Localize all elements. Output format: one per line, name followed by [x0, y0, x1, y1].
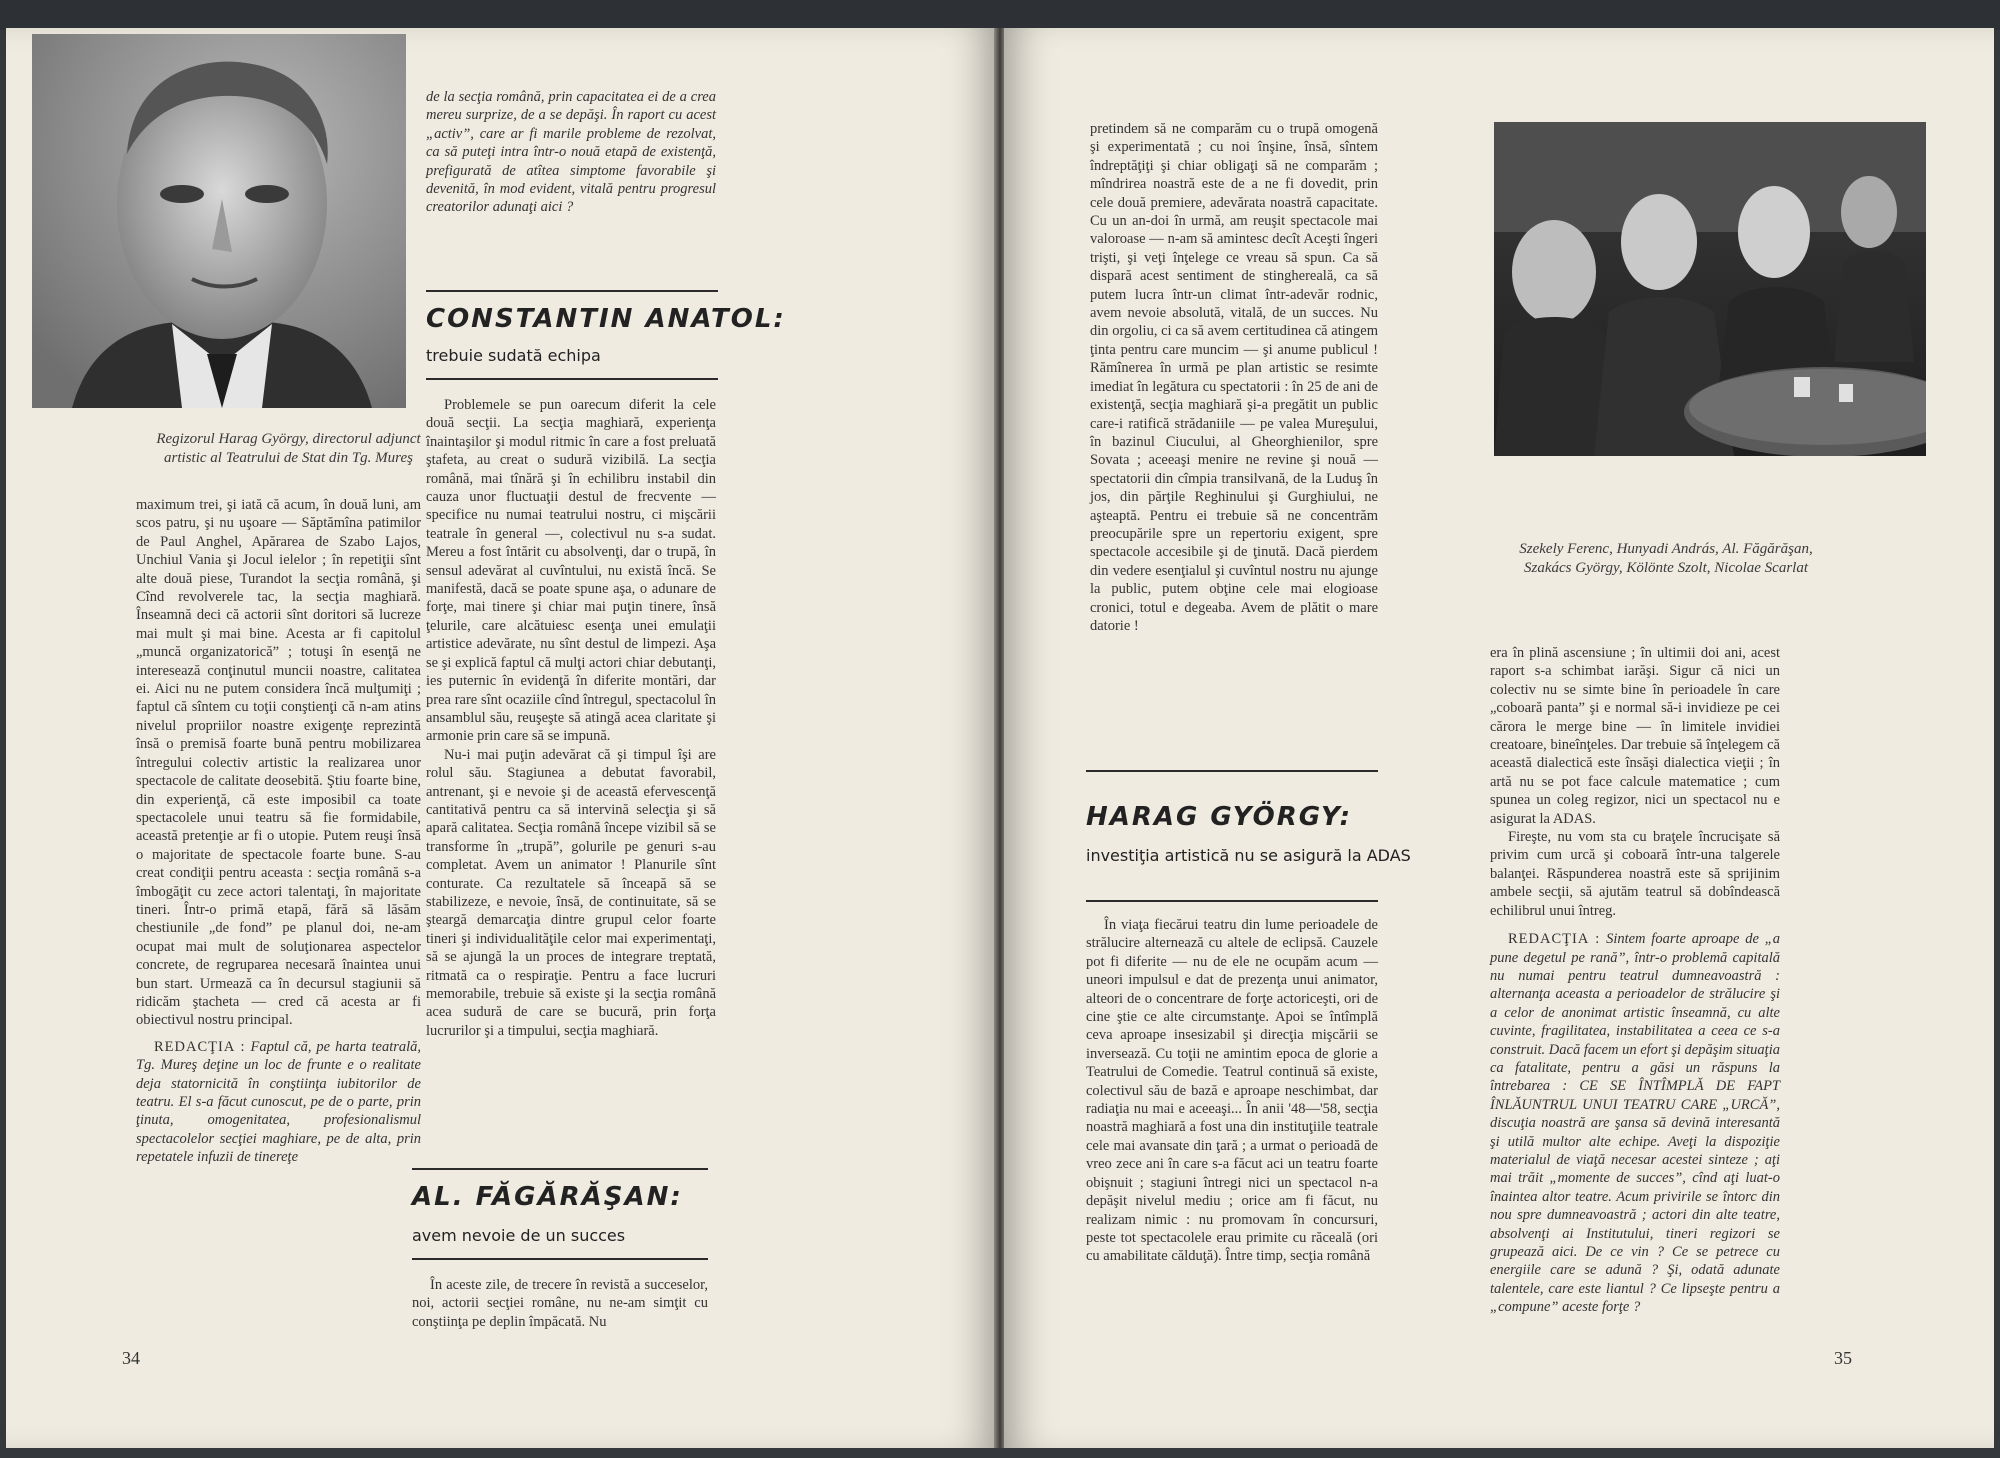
redactia-question: Faptul că, pe harta teatrală, Tg. Mureş deţine un loc de frunte e o realitate deja statornicită în conştiinţa iubitorilor de teatru. El s-a făcut cunoscut, pe de o parte, prin ţinuta, omogenitatea, profesionalismul spectacolelor secţiei maghiare, pe de alta, prin repetatele infuzii de tinereţe	[136, 1038, 422, 1166]
rule-section3-top	[1086, 770, 1378, 772]
rule-section3-bottom	[1086, 900, 1378, 902]
section3-paragraph: În viaţa fiecărui teatru din lume perioadele de strălucire alternează cu altele de eclipsă. Cauzele pot fi diferite — nu de ele ne ocupăm acum — uneori impulsul e dat de prezenţa unui animator, alteori de o concentrare de forţe actoriceşti, ori de cine ştie ce alte circumstanţe. Apoi se întîmplă ceva aproape insesizabil şi direcţia mişcării se inversează. Cu toţii ne amintim epoca de glorie a Teatrului de Comedie. Teatrul continuă să existe, colectivul său de bază e aproape neschimbat, dar radiaţia nu mai e aceeaşi... În anii '48—'58, secţia noastră maghiară a fost una din instituţiile teatrale cele mai avansate din ţară ; a urmat o perioadă de vreo zece ani în care s-a făcut aci un teatru foarte obişnuit ; stagiuni întregi nici un spectacol n-a depăşit nivelul mediu ; orice am fi făcut, nu realizam nimic : nu promovam în concursuri, peste tot spectacolele erau primite cu răceală (ori cu amabilitate călduţă). Între timp, secţia română	[1086, 917, 1378, 1265]
section3-name: HARAG GYÖRGY:	[1086, 802, 1352, 832]
section1-name: CONSTANTIN ANATOL:	[426, 304, 786, 334]
rule-section2-top	[412, 1168, 708, 1170]
section1-body	[426, 396, 716, 1040]
portrait-photo	[32, 34, 406, 408]
page-number-left: 34	[122, 1348, 140, 1368]
right-page	[1004, 28, 1994, 1448]
page-number-right: 35	[1834, 1348, 1852, 1368]
section2-subtitle: avem nevoie de un succes	[412, 1226, 626, 1245]
redactia-label: REDACŢIA :	[154, 1038, 246, 1055]
section3-body	[1086, 916, 1378, 1266]
left-page	[6, 28, 996, 1448]
left-col1-text: maximum trei, şi iată că acum, în două luni, am scos patru, şi nu uşoare — Săptămîna patimilor de Paul Anghel, Apărarea de Szabo Lajos, Unchiul Vania şi Jocul ielelor ; în repetiţii sînt alte două piese, Turandot la secţia română, şi Cînd revolverele tac, la secţia maghiară. Înseamnă deci că actorii sînt doritori să lucreze mai mult şi mai bine. Acesta ar fi capitolul „muncă organizatorică” ; totuşi în esenţă ne interesează conţinutul muncii noastre, calitatea ei. Aici nu ne putem considera încă mulţumiţi ; faptul că sîntem cu toţii conştienţi că n-am atins nivelul propriilor noastre exigenţe reprezintă însă o premisă foarte bună pentru mobilizarea întregului colectiv artistic la realizarea unor spectacole de calitate deosebită. Ştiu foarte bine, din experienţă, că este imposibil ca toate spectacolele unui teatru să fie formidabile, această pretenţie ar fi o utopie. Putem reuşi însă o majoritate de spectacole foarte bune. S-au creat condiţii pentru aceasta : secţia română s-a îmbogăţit cu zece actori talentaţi, în majoritate tineri. Într-o primă etapă, fără să lăsăm chestiunile „de fond” pe planul doi, ne-am ocupat mai mult de soluţionarea aspectelor concrete, de regruparea necesară înaintea unui bun start. Urmează ca în decursul stagiunii să ridicăm ştacheta — cred că acesta ar fi obiectivul nostru principal.	[136, 497, 421, 1029]
right-col2-redactia	[1490, 930, 1780, 1317]
right-column-2	[1490, 644, 1780, 1317]
right-col1-text: pretindem să ne comparăm cu o trupă omogenă şi experimentată ; cu noi înşine, însă, sîntem îndreptăţiţi şi chiar obligaţi să ne comparăm ; mîndrirea noastră este de a ne fi dovedit, prin cele două premiere, adevărata noastră capacitate. Cu un an-doi în urmă, am reuşit spectacole mai valoroase — n-am să amintesc decît Aceşti îngeri trişti, şi veţi înţelege ce vreau să spun. Ca să dispară acest sentiment de stinghereală, ca să putem lucra într-un climat într-adevăr rodnic, avem nevoie absolută, vitală, de un succes. Nu din orgoliu, ci ca să avem certitudinea că atingem ţinta pentru care muncim — şi anume publicul ! Rămînerea în urmă pe plan artistic se resimte imediat în legătura cu spectatorii : în 25 de ani de existenţă, secţia maghiară şi-a pregătit un public care-i ratifică strădaniile — pe valea Mureşului, în bazinul Ciucului, al Gheorghienilor, spre Sovata ; aceeaşi menire ne revine şi nouă — spectatorii din cîmpia transilvană, de la Luduş în jos, din părţile Reghinului şi Gurghiului, ne aşteaptă. Pentru ei trebuie să ne concentrăm preocupările spre un repertoriu exigent, spre spectacole accesibile şi de ţinută. Dacă pierdem din vedere esenţialul şi cuvîntul nostru nu ajunge la public, putem obţine cele mai elogioase cronici, totul e degeaba. Avem de plătit o mare datorie !	[1090, 121, 1378, 634]
group-photo-caption: Szekely Ferenc, Hunyadi András, Al. Făgărăşan, Szakács György, Kölönte Szolt, Nicolae Scarlat	[1519, 541, 1813, 576]
left-col1-redactia	[136, 1038, 421, 1167]
section1-paragraph-1: Problemele se pun oarecum diferit la cele două secţii. La secţia maghiară, experienţa înaintaşilor şi modul ritmic în care a fost preluată ştafeta, au creat o sudură vizibilă. La secţia română, mai tînără şi în echilibru instabil din cauza unor fluctuaţii destul de frecvente — specifice nu numai teatrului nostru, ci mişcării teatrale în general —, colectivul nu s-a sudat. Mereu a fost întărit cu absolvenţi, dar o trupă, în sensul adevărat al cuvîntului, nu există încă. Se manifestă, dacă se poate spune aşa, o adunare de forţe, mai tinere şi chiar mai puţin tinere, însă ţelurile, care alcătuiesc esenţa unei emulaţii artistice adevărate, nu sînt destul de limpezi. Aşa se şi explică faptul că mulţi actori chiar debutanţi, ies puternic în evidenţă în diferite montări, dar prea rare sînt ocaziile cînd întregul, spectacolul în ansamblul său, reuşeşte să atingă acea claritate şi armonie prin care să se impună.	[426, 397, 716, 745]
section2-body	[412, 1276, 708, 1331]
section3-subtitle: investiţia artistică nu se asigură la ADAS	[1086, 846, 1411, 865]
section2-paragraph: În aceste zile, de trecere în revistă a succeselor, noi, actorii secţiei române, nu ne-am simţit cu conştiinţa pe deplin împăcată. Nu	[412, 1277, 708, 1330]
redactia-question-right: Sintem foarte aproape de „a pune degetul pe rană”, într-o problemă capitală nu numai pentru teatrul dumneavoastră : alternanţa aceasta a perioadelor de strălucire şi a celor de anonimat artistic înseamnă, cu alte cuvinte, fragilitatea, instabilitatea a ceea ce s-a construit. Dacă facem un efort şi depăşim situaţia ca fatalitate, pentru a găsi un răspuns la întrebarea : CE SE ÎNTÎMPLĂ DE FAPT ÎNLĂUNTRUL UNUI TEATRU CARE „URCĂ”, discuţia noastră are şansa să devină interesantă şi utilă multor alte echipe. Aveţi la dispoziţie materialul de viaţă necesar acestei sinteze ; aţi mai trăit „momente de succes”, cînd aţi luat-o înaintea altor teatre. Acum privirile se întorc din nou spre dumneavoastră ; actori din alte teatre, absolvenţi ai Institutului, tineri regizori se grupează aici. De ce vin ? Ce se petrece cu energiile care se adună ? Şi, odată adunate talentele, care este liantul ? Ce lipseşte pentru a „compune” aceste forţe ?	[1490, 931, 1781, 1316]
rule-section2-bottom	[412, 1258, 708, 1260]
rule-section1-bottom	[426, 378, 718, 380]
right-col2-paragraph-1: era în plină ascensiune ; în ultimii doi ani, acest raport s-a schimbat iarăşi. Sigur că nici un colectiv nu se simte bine în perioadele în care „coboară panta” şi e normal să-i invidieze pe cei cărora le merge bine — în limitele invidiei creatoare, bineînţeles. Dar trebuie să înţelegem că această dialectică este însăşi dialectica vieţii ; în artă nu se pot face calcule matematice ; cum spunea un coleg regizor, nici un spectacol nu e asigurat la ADAS.	[1490, 645, 1780, 827]
section2-name: AL. FĂGĂRĂŞAN:	[412, 1182, 683, 1212]
section1-subtitle: trebuie sudată echipa	[426, 346, 601, 365]
redactia-label-right: REDACŢIA :	[1508, 931, 1601, 948]
right-col2-paragraph-2: Fireşte, nu vom sta cu braţele încrucişate să privim cum urcă şi coboară într-una talgerele balanţei. Răspunderea noastră este să sprijinim ambele secţii, să ajutăm teatrul să dobîndească echilibrul unui întreg.	[1490, 829, 1780, 919]
section1-paragraph-2: Nu-i mai puţin adevărat că şi timpul îşi are rolul său. Stagiunea a debutat favorabil, antrenant, şi e nevoie şi de această efervescenţă cantitativă pentru ca să intervină selecţia şi să apară calitatea. Secţia română începe vizibil să se transforme în „trupă”, golurile pe genuri s-au completat. Avem un animator ! Planurile sînt conturate. Ca rezultatele să înceapă să se stabilizeze, e nevoie, însă, de continuitate, să se şteargă demarcaţia dintre grupul celor foarte tineri şi individualităţile celor mai experimentaţi, să se ajungă la un proces de integrare treptată, ritmată ca o respiraţie. Pentru a face lucruri memorabile, trebuie să existe şi la secţia română acea sudură de care se bucură, prin forţa lucrurilor şi a timpului, secţia maghiară.	[426, 746, 716, 1039]
top-band	[0, 0, 2000, 30]
group-photo	[1494, 122, 1926, 456]
portrait-caption: Regizorul Harag György, directorul adjunct artistic al Teatrului de Stat din Tg. Mureş	[156, 431, 421, 466]
left-column-1	[136, 496, 421, 1167]
left-col2-top-italic: de la secţia română, prin capacitatea ei de a crea mereu surprize, de a se depăşi. În raport cu acest „activ”, care ar fi marile probleme de rezolvat, ca să puteţi intra într-o nouă etapă de existenţă, prefigurată de atîtea simptome favorabile şi devenită, în mod evident, vitală pentru progresul creatorilor adunaţi aici ?	[426, 89, 716, 216]
right-column-1	[1090, 120, 1378, 635]
rule-section1-top	[426, 290, 718, 292]
